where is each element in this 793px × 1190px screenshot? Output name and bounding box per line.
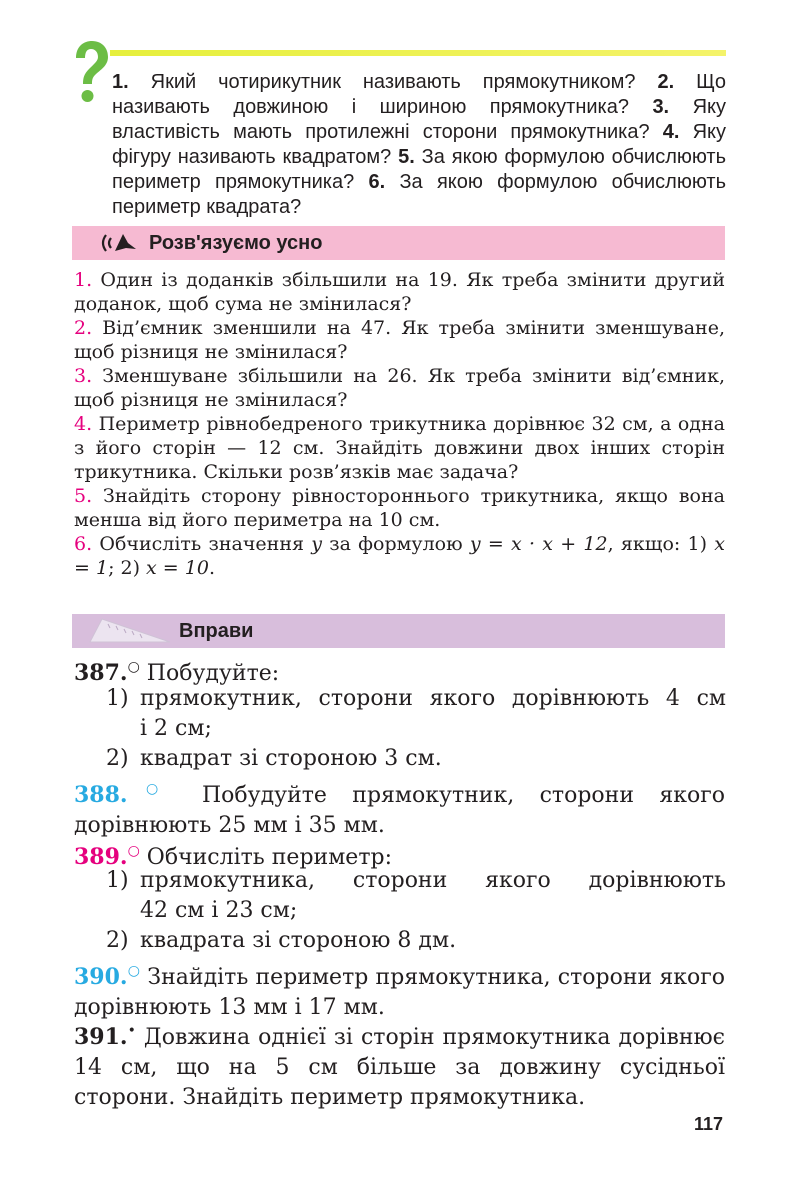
exercise-389-sub2 <box>106 926 726 956</box>
degree-mark: ○ <box>127 659 140 675</box>
oral-item <box>74 532 725 580</box>
oral-section-header <box>72 226 725 260</box>
oral-item-text: Від’ємник зменшили на 47. Як треба змінити зменшуване, щоб різниця не змінилася? <box>74 317 725 363</box>
review-questions <box>112 70 726 220</box>
sub-text: прямокутника, сторони якого дорівнюють <box>140 868 726 893</box>
exercise-text: Довжина однієї зі сторін прямокутника дорівнює 14 см, що на 5 см більше за довжину сусідньої сторони. Знайдіть периметр прямокутника. <box>74 1025 725 1110</box>
question-number: 2. <box>657 71 675 93</box>
degree-mark: ○ <box>127 843 140 859</box>
exercise-number: 388. <box>74 782 128 808</box>
exercise-390 <box>74 956 725 1023</box>
question-number: 6. <box>368 171 386 193</box>
oral-item-text: ; 2) <box>108 557 147 579</box>
exercise-text: Знайдіть периметр прямокутника, сторони якого дорівнюють 13 мм і 17 мм. <box>74 965 726 1020</box>
condition: x = 10 <box>146 557 209 579</box>
sub-text: квадрат зі стороною 3 см. <box>140 746 442 771</box>
oral-item-text: Зменшуване збільшили на 26. Як треба змінити від’ємник, щоб різниця не змінилася? <box>74 365 725 411</box>
sub-number: 1) <box>106 686 129 711</box>
question-text: За якою формулою обчислюють периметр прямокутника? <box>112 146 726 193</box>
degree-mark: ○ <box>127 781 177 797</box>
formula: y = x · x + 12 <box>469 533 608 555</box>
ruler-icon <box>86 616 172 646</box>
exercise-number: 389. <box>74 844 128 870</box>
exercise-388 <box>74 774 725 841</box>
exercise-text: Обчисліть периметр: <box>139 845 392 870</box>
oral-item-text: Один із доданків збільшили на 19. Як треба змінити другий доданок, щоб сума не змінилася? <box>74 269 725 315</box>
oral-item-text: Знайдіть сторону рівностороннього трикутника, якщо вона менша від його периметра на 10 см. <box>74 485 725 531</box>
question-number: 4. <box>662 121 680 143</box>
question-text: За якою формулою обчислюють периметр квадрата? <box>112 171 726 218</box>
sub-text: квадрата зі стороною 8 дм. <box>140 928 457 953</box>
bullet-mark: • <box>127 1023 136 1039</box>
question-number: 1. <box>112 71 129 93</box>
oral-item-text: . <box>208 557 215 579</box>
sub-number: 2) <box>106 928 129 953</box>
sub-text: і 2 см; <box>140 716 212 741</box>
variable: y <box>311 533 322 555</box>
oral-item <box>74 316 725 364</box>
page-number: 117 <box>694 1114 724 1134</box>
oral-item-number: 5. <box>74 485 93 507</box>
oral-item <box>74 364 725 412</box>
exercise-389-sub1 <box>106 866 726 926</box>
exercise-number: 390. <box>74 964 128 990</box>
oral-item <box>74 268 725 316</box>
question-text: Яку властивість мають протилежні сторони прямокутника? <box>112 96 726 143</box>
degree-mark: ○ <box>127 963 141 979</box>
exercise-number: 391. <box>74 1024 128 1050</box>
exercises-section-title: Вправи <box>179 620 254 642</box>
oral-item-text: Периметр рівнобедреного трикутника дорівнює 32 см, а одна з його сторін — 12 см. Знайдіть довжини двох інших сторін трикутника. Скільки розв’язків має задача? <box>74 413 725 483</box>
sub-text: 42 см і 23 см; <box>140 898 298 923</box>
oral-item-number: 3. <box>74 365 93 387</box>
oral-item <box>74 412 725 484</box>
oral-item-number: 4. <box>74 413 93 435</box>
speech-icon <box>98 231 138 255</box>
oral-item-number: 1. <box>74 269 93 291</box>
condition: x = 1 <box>74 533 725 579</box>
question-text: Яку фігуру називають квадратом? <box>112 121 726 168</box>
oral-item-number: 2. <box>74 317 93 339</box>
questions-divider <box>110 50 726 56</box>
exercise-text: Побудуйте прямокутник, сторони якого дорівнюють 25 мм і 35 мм. <box>74 783 725 838</box>
oral-item <box>74 484 725 532</box>
exercise-387-sub1 <box>106 684 726 744</box>
oral-item-text: Обчисліть значення <box>92 533 312 555</box>
exercise-number: 387. <box>74 660 128 686</box>
sub-number: 2) <box>106 746 129 771</box>
question-text: Що називають довжиною і шириною прямокутника? <box>112 71 726 118</box>
question-text: Який чотирикутник називають прямокутником? <box>128 71 658 93</box>
sub-number: 1) <box>106 868 129 893</box>
exercise-text: Побудуйте: <box>139 661 280 686</box>
exercise-391 <box>74 1016 725 1113</box>
oral-item-text: за формулою <box>321 533 470 555</box>
oral-exercises <box>74 268 725 580</box>
oral-item-text: , якщо: 1) <box>607 533 715 555</box>
question-number: 5. <box>398 146 415 168</box>
question-mark-icon <box>70 40 110 104</box>
exercise-387-sub2 <box>106 744 726 774</box>
question-number: 3. <box>652 96 670 118</box>
oral-section-title: Розв'язуємо усно <box>149 232 323 254</box>
exercises-section-header <box>72 614 725 648</box>
sub-text: прямокутник, сторони якого дорівнюють 4 см <box>140 686 726 711</box>
oral-item-number: 6. <box>74 533 93 555</box>
